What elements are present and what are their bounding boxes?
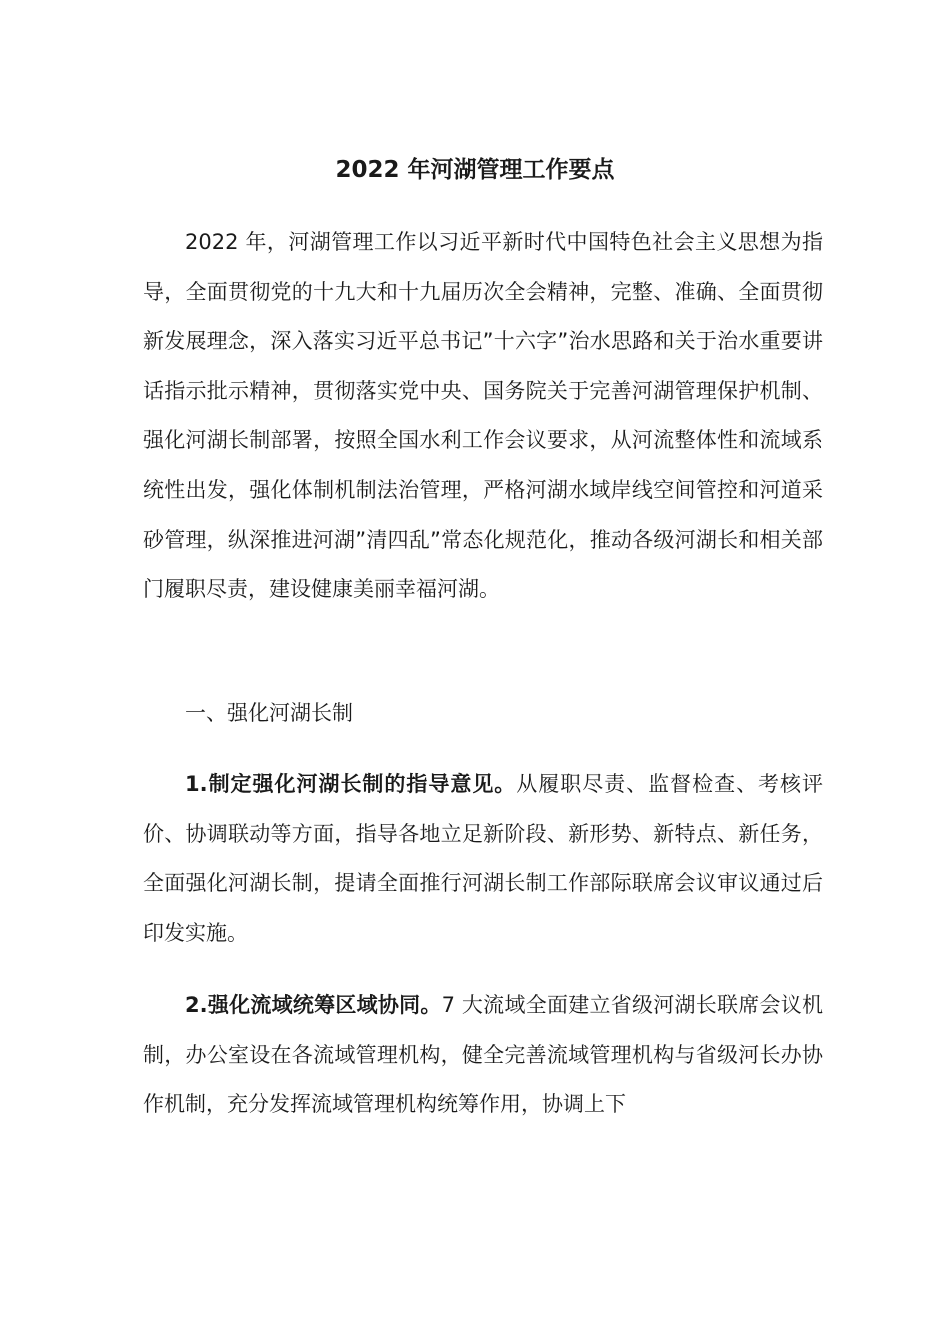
item-1-paragraph <box>143 760 823 958</box>
item-1-lead: 1.制定强化河湖长制的指导意见。 <box>185 772 517 796</box>
section-heading: 一、强化河湖长制 <box>185 701 353 725</box>
item-2-paragraph <box>143 981 823 1130</box>
page-title: 2022 年河湖管理工作要点 <box>335 157 615 183</box>
item-2-lead: 2.强化流域统筹区域协同。 <box>185 993 442 1017</box>
intro-paragraph: 2022 年，河湖管理工作以习近平新时代中国特色社会主义思想为指导，全面贯彻党的十九大和十九届历次全会精神，完整、准确、全面贯彻新发展理念，深入落实习近平总书记”十六字”治水思路和关于治水重要讲话指示批示精神，贯彻落实党中央、国务院关于完善河湖管理保护机制、强化河湖长制部署，按照全国水利工作会议要求，从河流整体性和流域系统性出发，强化体制机制法治管理，严格河湖水域岸线空间管控和河道采砂管理，纵深推进河湖”清四乱”常态化规范化，推动各级河湖长和相关部门履职尽责，建设健康美丽幸福河湖。 <box>143 230 823 602</box>
item-1-body: 从履职尽责、监督检查、考核评价、协调联动等方面，指导各地立足新阶段、新形势、新特点、新任务，全面强化河湖长制，提请全面推行河湖长制工作部际联席会议审议通过后印发实施。 <box>143 772 824 945</box>
item-2-body: 7 大流域全面建立省级河湖长联席会议机制，办公室设在各流域管理机构，健全完善流域管理机构与省级河长办协作机制，充分发挥流域管理机构统筹作用，协调上下 <box>143 993 823 1117</box>
